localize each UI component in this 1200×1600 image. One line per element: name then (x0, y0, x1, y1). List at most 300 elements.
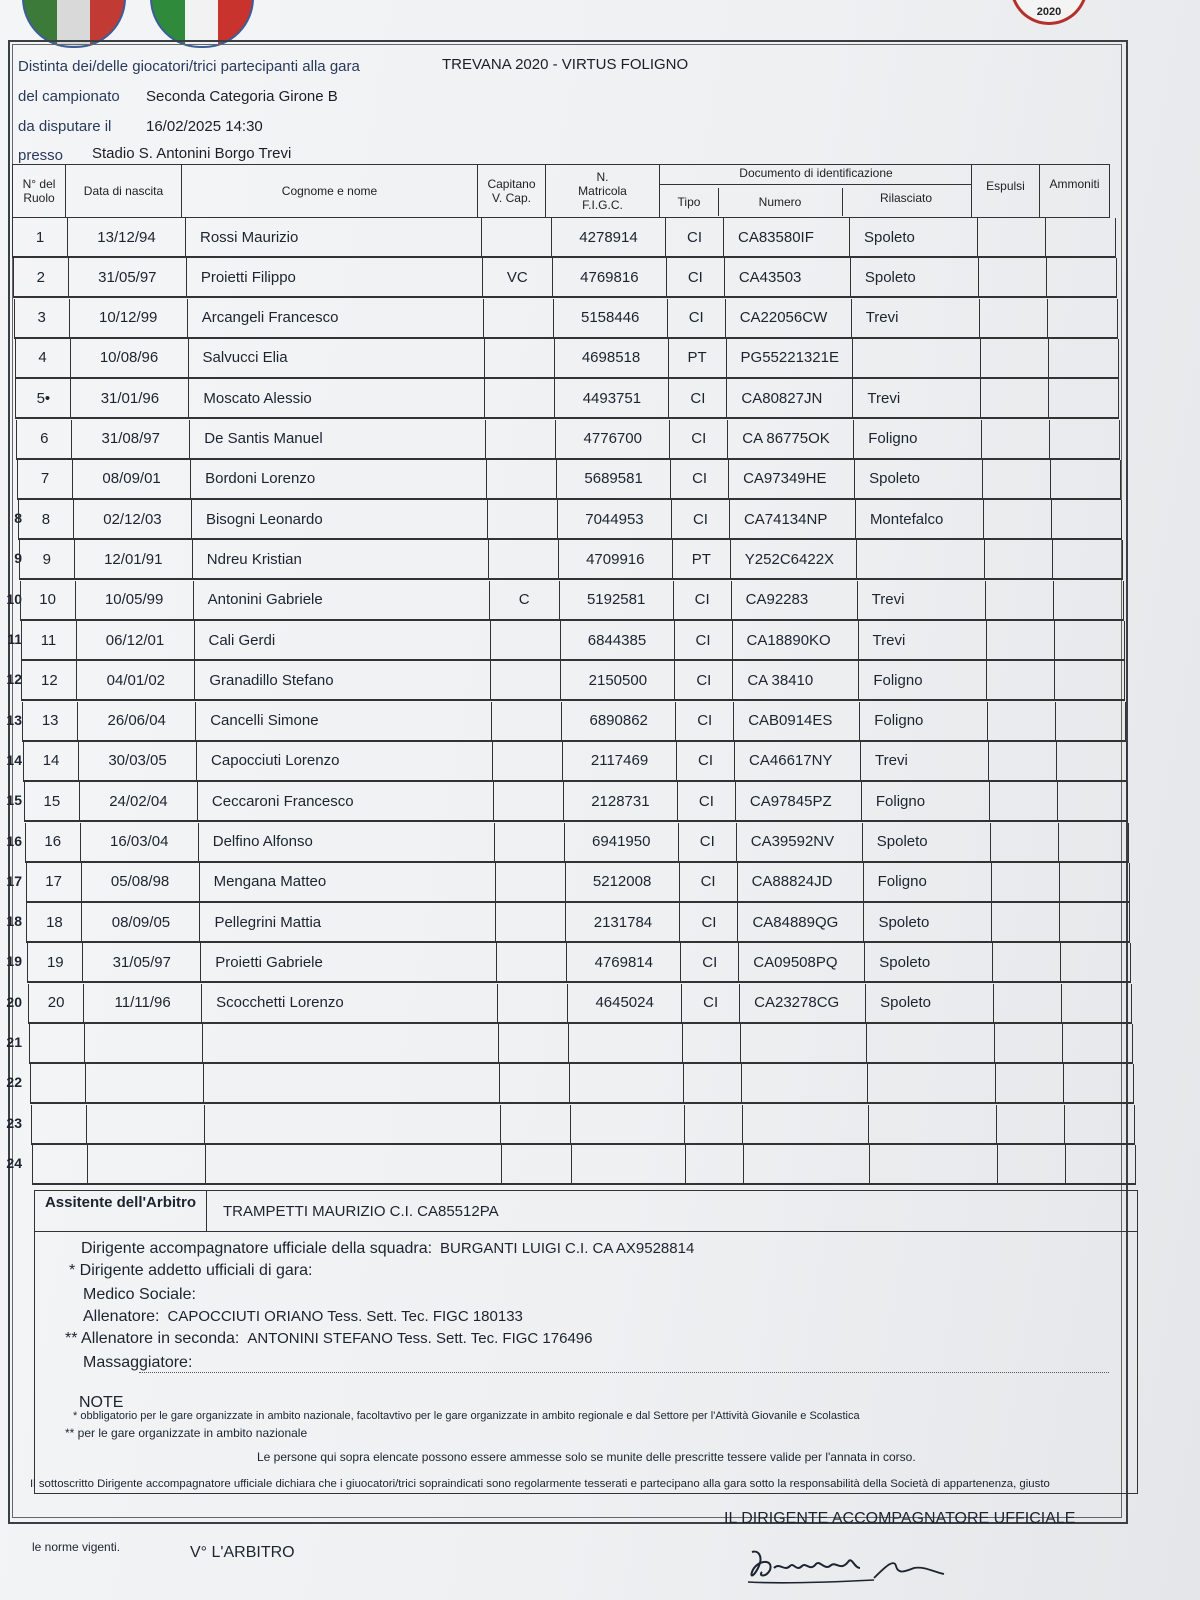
col-name: Cognome e nome (182, 164, 478, 218)
cell-doc-type: CI (679, 823, 737, 863)
cell-doc-number: CA97349HE (729, 460, 855, 500)
cell-doc-type: CI (681, 943, 739, 983)
note-1: * obbligatorio per le gare organizzate in ambito nazionale, facoltavtivo per le gare organizzate in ambito regionale e dal Settore per l'Attività Giovanile e Scolastica (73, 1410, 860, 1422)
cell-doc-issued: Trevi (853, 379, 981, 419)
cell-doc-number: CA 38410 (733, 661, 859, 701)
cell-doc-number: Y252C6422X (731, 540, 857, 580)
cell-doc-issued: Montefalco (856, 500, 984, 540)
cell-captain (491, 621, 561, 661)
cell-captain (488, 500, 558, 540)
table-row (17, 460, 1137, 500)
date-value: 16/02/2025 14:30 (146, 118, 263, 135)
cell-doc-issued: Foligno (862, 782, 990, 822)
outer-row-number: 10 (6, 590, 22, 607)
cell-captain (484, 299, 554, 339)
cell-doc-issued: Spoleto (866, 984, 994, 1024)
cell-expelled (984, 500, 1052, 540)
cell-doc-number: CA46617NY (735, 742, 861, 782)
cell-matricola (570, 1064, 684, 1104)
declaration-line-2: le norme vigenti. (32, 1540, 121, 1554)
cell-captain (498, 984, 568, 1024)
table-row (6, 1024, 1149, 1064)
cell-doc-number: CA92283 (732, 581, 858, 621)
cell-matricola (571, 1105, 685, 1145)
cell-captain (496, 863, 566, 903)
cell-doc-type (683, 1024, 741, 1064)
cell-warned (1065, 1105, 1135, 1145)
cell-doc-issued (867, 1024, 995, 1064)
cell-doc-number: CA83580IF (724, 218, 850, 258)
cell-matricola: 5192581 (560, 581, 674, 621)
cell-doc-type: PT (673, 540, 731, 580)
cell-doc-type (685, 1105, 743, 1145)
cell-expelled (991, 823, 1059, 863)
assistant-referee-value: TRAMPETTI MAURIZIO C.I. CA85512PA (223, 1203, 499, 1220)
cell-name: Salvucci Elia (189, 339, 485, 379)
cell-expelled (992, 903, 1060, 943)
cell-birth: 24/02/04 (80, 782, 198, 822)
cell-role-no: 10 (20, 581, 76, 621)
table-row (14, 299, 1134, 339)
cell-matricola: 6844385 (561, 621, 675, 661)
cell-warned (1050, 420, 1120, 460)
cell-doc-issued (870, 1145, 998, 1185)
outer-row-number: 13 (6, 711, 22, 728)
cell-birth: 31/05/97 (83, 943, 201, 983)
cell-name: Cancelli Simone (196, 702, 492, 742)
cell-name: De Santis Manuel (190, 420, 486, 460)
cell-matricola: 5689581 (557, 460, 671, 500)
cell-expelled (985, 540, 1053, 580)
cell-captain (497, 943, 567, 983)
cell-expelled (995, 1024, 1063, 1064)
cell-matricola (569, 1024, 683, 1064)
cell-role-no: 12 (21, 661, 77, 701)
outer-row-number: 9 (14, 550, 22, 567)
cell-birth: 10/12/99 (70, 299, 188, 339)
cell-captain (482, 218, 552, 258)
cell-expelled (982, 420, 1050, 460)
cell-doc-type: CI (670, 420, 728, 460)
cell-matricola: 4769816 (553, 258, 667, 298)
cell-doc-issued: Trevi (859, 621, 987, 661)
cell-name (204, 1064, 500, 1104)
note-2: ** per le gare organizzate in ambito nazionale (65, 1426, 308, 1440)
cell-name: Bordoni Lorenzo (191, 460, 487, 500)
assistant-coach-value: ANTONINI STEFANO Tess. Sett. Tec. FIGC 176496 (247, 1330, 593, 1347)
cell-name: Antonini Gabriele (194, 581, 490, 621)
table-row (14, 540, 1139, 580)
cell-doc-issued: Spoleto (851, 258, 979, 298)
cell-doc-type: CI (671, 460, 729, 500)
cell-expelled (992, 863, 1060, 903)
cell-birth (86, 1064, 204, 1104)
cell-doc-number (741, 1024, 867, 1064)
cell-doc-number (742, 1064, 868, 1104)
cell-name: Delfino Alfonso (199, 823, 495, 863)
cell-name (205, 1105, 501, 1145)
note-label: NOTE (79, 1394, 124, 1411)
cell-expelled (987, 661, 1055, 701)
table-row (12, 218, 1132, 258)
cell-doc-type: CI (678, 782, 736, 822)
officials-line: * Dirigente addetto ufficiali di gara: (69, 1262, 313, 1279)
cell-warned (1055, 661, 1125, 701)
outer-row-number: 24 (6, 1154, 22, 1171)
cell-doc-type: CI (676, 702, 734, 742)
cell-doc-number: CA18890KO (733, 621, 859, 661)
cell-captain (492, 702, 562, 742)
cell-birth: 26/06/04 (78, 702, 196, 742)
cell-expelled (981, 379, 1049, 419)
cell-doc-issued: Trevi (861, 742, 989, 782)
outer-row-number: 15 (6, 792, 22, 809)
cell-doc-number: CA74134NP (730, 500, 856, 540)
championship-label: del campionato (18, 88, 120, 105)
cell-doc-type: CI (682, 984, 740, 1024)
cell-doc-number: CA39592NV (737, 823, 863, 863)
cell-doc-number (744, 1145, 870, 1185)
table-row (6, 984, 1148, 1024)
cell-birth: 10/05/99 (76, 581, 194, 621)
cell-doc-issued: Foligno (864, 863, 992, 903)
cell-doc-number: CAB0914ES (734, 702, 860, 742)
cell-warned (1056, 702, 1126, 742)
cell-role-no: 16 (25, 823, 81, 863)
cell-expelled (993, 943, 1061, 983)
staff-block (34, 1232, 1138, 1494)
cell-matricola: 4698518 (555, 339, 669, 379)
cell-doc-type (684, 1064, 742, 1104)
cell-doc-type: CI (666, 218, 724, 258)
cell-doc-issued (869, 1105, 997, 1145)
cell-warned (1053, 540, 1123, 580)
note-dotted-line (139, 1372, 1109, 1373)
col-warned: Ammoniti (1040, 164, 1110, 218)
cell-birth: 10/08/96 (71, 339, 189, 379)
cell-warned (1057, 742, 1127, 782)
cell-expelled (978, 218, 1046, 258)
coach-value: CAPOCCIUTI ORIANO Tess. Sett. Tec. FIGC 180133 (167, 1308, 523, 1325)
cell-doc-number (743, 1105, 869, 1145)
col-doc-group-label: Documento di identificazione (660, 162, 972, 185)
cell-doc-issued (853, 339, 981, 379)
match-value: TREVANA 2020 - VIRTUS FOLIGNO (442, 56, 689, 73)
cell-role-no: 3 (14, 299, 70, 339)
outer-row-number: 12 (6, 671, 22, 688)
cell-warned (1062, 984, 1132, 1024)
cell-name: Cali Gerdi (195, 621, 491, 661)
cell-doc-issued (857, 540, 985, 580)
col-doc-issued: Rilasciato (879, 191, 933, 205)
cell-doc-number: CA88824JD (738, 863, 864, 903)
cell-expelled (980, 299, 1048, 339)
official-value: BURGANTI LUIGI C.I. CA AX9528814 (440, 1240, 695, 1257)
cell-role-no: 13 (22, 702, 78, 742)
cell-expelled (989, 742, 1057, 782)
cell-doc-number: PG55221321E (727, 339, 853, 379)
cell-role-no (30, 1064, 86, 1104)
cell-captain (502, 1145, 572, 1185)
cell-expelled (990, 782, 1058, 822)
cell-warned (1059, 823, 1129, 863)
table-row (6, 782, 1144, 822)
cell-matricola: 4776700 (556, 420, 670, 460)
cell-captain (491, 661, 561, 701)
cell-name: Rossi Maurizio (186, 218, 482, 258)
cell-captain (496, 903, 566, 943)
cell-role-no (32, 1145, 88, 1185)
outer-row-number: 17 (6, 872, 22, 889)
cell-captain (501, 1105, 571, 1145)
col-expelled: Espulsi (972, 164, 1040, 218)
outer-row-number: 11 (7, 631, 22, 647)
outer-row-number: 19 (6, 953, 22, 970)
cell-doc-issued: Foligno (859, 661, 987, 701)
cell-role-no (31, 1105, 87, 1145)
doctor-line: Medico Sociale: (83, 1286, 196, 1303)
cell-birth: 31/01/96 (71, 379, 189, 419)
cell-matricola: 7044953 (558, 500, 672, 540)
cell-doc-type: CI (672, 500, 730, 540)
cell-warned (1061, 943, 1131, 983)
table-row (15, 379, 1135, 419)
outer-row-number: 8 (14, 510, 22, 527)
cell-doc-number: CA22056CW (726, 299, 852, 339)
table-row (16, 420, 1136, 460)
cell-birth: 04/01/02 (77, 661, 195, 701)
cell-matricola: 4493751 (555, 379, 669, 419)
cell-doc-issued: Foligno (860, 702, 988, 742)
cell-doc-issued: Trevi (858, 581, 986, 621)
cell-warned (1063, 1024, 1133, 1064)
cell-name: Mengana Matteo (200, 863, 496, 903)
cell-role-no: 2 (13, 258, 69, 298)
cell-matricola: 4278914 (552, 218, 666, 258)
cell-birth (87, 1105, 205, 1145)
col-captain: Capitano V. Cap. (478, 164, 546, 218)
cell-captain (486, 420, 556, 460)
cell-doc-type (686, 1145, 744, 1185)
outer-row-number: 18 (6, 913, 22, 930)
outer-row-number: 14 (6, 751, 22, 768)
cell-captain (500, 1064, 570, 1104)
match-label: Distinta dei/delle giocatori/trici partecipanti alla gara (18, 58, 360, 75)
cell-matricola (572, 1145, 686, 1185)
official-label: Dirigente accompagnatore ufficiale della squadra: (81, 1240, 433, 1257)
cell-expelled (981, 339, 1049, 379)
cell-name: Capocciuti Lorenzo (197, 742, 493, 782)
cell-matricola: 4709916 (559, 540, 673, 580)
cell-doc-number: CA84889QG (738, 903, 864, 943)
cell-name: Granadillo Stefano (195, 661, 491, 701)
cell-captain (495, 823, 565, 863)
table-row (6, 903, 1146, 943)
cell-matricola: 5212008 (566, 863, 680, 903)
cell-name: Scocchetti Lorenzo (202, 984, 498, 1024)
cell-doc-issued: Spoleto (850, 218, 978, 258)
cell-role-no: 14 (23, 742, 79, 782)
cell-warned (1047, 258, 1117, 298)
cell-birth: 31/05/97 (69, 258, 187, 298)
outer-row-number: 20 (6, 993, 22, 1010)
assistant-coach-label: ** Allenatore in seconda: (65, 1330, 240, 1347)
table-row (6, 943, 1147, 983)
cell-doc-type: CI (669, 379, 727, 419)
cell-warned (1052, 500, 1122, 540)
cell-role-no: 18 (26, 903, 82, 943)
cell-role-no: 5• (15, 379, 71, 419)
table-row (6, 1064, 1150, 1104)
table-row (14, 500, 1138, 540)
cell-birth: 05/08/98 (82, 863, 200, 903)
cell-name: Bisogni Leonardo (192, 500, 488, 540)
cell-expelled (996, 1064, 1064, 1104)
cell-doc-issued: Foligno (854, 420, 982, 460)
referee-label: V° L'ARBITRO (190, 1544, 295, 1561)
cell-name (203, 1024, 499, 1064)
cell-matricola: 2131784 (566, 903, 680, 943)
cell-doc-number: CA 86775OK (728, 420, 854, 460)
cell-birth (85, 1024, 203, 1064)
cell-role-no: 17 (26, 863, 82, 903)
cell-matricola: 5158446 (554, 299, 668, 339)
cell-doc-issued: Spoleto (865, 943, 993, 983)
cell-doc-number: CA97845PZ (736, 782, 862, 822)
cell-name (206, 1145, 502, 1185)
cell-birth: 16/03/04 (81, 823, 199, 863)
cell-birth (88, 1145, 206, 1185)
cell-doc-number: CA09508PQ (739, 943, 865, 983)
col-birth: Data di nascita (66, 164, 182, 218)
cell-expelled (987, 621, 1055, 661)
outer-row-number: 22 (6, 1074, 22, 1091)
cell-name: Proietti Filippo (187, 258, 483, 298)
cell-expelled (997, 1105, 1065, 1145)
cell-birth: 12/01/91 (75, 540, 193, 580)
cell-birth: 11/11/96 (84, 984, 202, 1024)
table-header (12, 164, 1126, 218)
club-badge-year: 2020 (1036, 6, 1062, 18)
official-sign-label: IL DIRIGENTE ACCOMPAGNATORE UFFICIALE (724, 1510, 1076, 1527)
outer-row-number: 21 (6, 1034, 22, 1050)
table-row (6, 581, 1140, 621)
cell-matricola: 4645024 (568, 984, 682, 1024)
table-row (15, 339, 1135, 379)
cell-warned (1049, 379, 1119, 419)
cell-captain (485, 379, 555, 419)
cell-captain (493, 742, 563, 782)
cell-warned (1060, 903, 1130, 943)
cell-doc-type: CI (677, 742, 735, 782)
cell-birth: 31/08/97 (72, 420, 190, 460)
cell-name: Ndreu Kristian (193, 540, 489, 580)
cell-doc-number: CA23278CG (740, 984, 866, 1024)
date-label: da disputare il (18, 118, 112, 135)
cell-matricola: 6941950 (565, 823, 679, 863)
cell-doc-number: CA80827JN (727, 379, 853, 419)
cell-captain (489, 540, 559, 580)
assistant-coach-line (65, 1330, 592, 1348)
table-row (6, 742, 1143, 782)
cell-role-no: 20 (28, 984, 84, 1024)
venue-field (18, 145, 292, 164)
declaration-line-1: Il sottoscritto Dirigente accompagnatore ufficiale dichiara che i giuocatori/trici sopraindicati sono regolarmente tesserati e partecipano alla gara sotto la responsabilità della Società di appartenenza, giusto (30, 1478, 1050, 1490)
cell-expelled (979, 258, 1047, 298)
cell-role-no: 11 (21, 621, 77, 661)
cell-role-no: 8 (18, 500, 74, 540)
cell-name: Proietti Gabriele (201, 943, 497, 983)
cell-warned (1054, 581, 1124, 621)
persons-note: Le persone qui sopra elencate possono essere ammesse solo se munite delle prescritte tessere valide per l'annata in corso. (257, 1450, 916, 1464)
assistant-referee-row (34, 1190, 1138, 1232)
cell-role-no: 19 (27, 943, 83, 983)
outer-row-number: 16 (6, 832, 22, 849)
club-badge (1010, 0, 1088, 25)
outer-row-number: 23 (6, 1114, 22, 1131)
cell-role-no: 6 (16, 420, 72, 460)
signature (744, 1538, 954, 1588)
cell-doc-type: CI (675, 621, 733, 661)
cell-expelled (994, 984, 1062, 1024)
cell-doc-type: CI (668, 299, 726, 339)
table-row (6, 1105, 1151, 1145)
cell-birth: 06/12/01 (77, 621, 195, 661)
cell-warned (1048, 299, 1118, 339)
masseur-line: Massaggiatore: (83, 1354, 193, 1371)
cell-name: Arcangeli Francesco (188, 299, 484, 339)
venue-value: Stadio S. Antonini Borgo Trevi (92, 145, 292, 162)
cell-warned (1064, 1064, 1134, 1104)
cell-doc-issued: Spoleto (863, 823, 991, 863)
coach-label: Allenatore: (83, 1308, 160, 1325)
table-row (6, 702, 1142, 742)
cell-doc-type: CI (667, 258, 725, 298)
cell-name: Ceccaroni Francesco (198, 782, 494, 822)
cell-captain (485, 339, 555, 379)
table-row (6, 661, 1141, 701)
cell-warned (1066, 1145, 1136, 1185)
table-row (6, 1145, 1152, 1185)
cell-warned (1058, 782, 1128, 822)
venue-label: presso (18, 147, 64, 164)
cell-role-no: 4 (15, 339, 71, 379)
cell-doc-number: CA43503 (725, 258, 851, 298)
coach-line (83, 1308, 523, 1326)
cell-captain (494, 782, 564, 822)
table-row (13, 258, 1133, 298)
cell-role-no: 1 (12, 218, 68, 258)
cell-warned (1051, 460, 1121, 500)
cell-doc-issued: Spoleto (855, 460, 983, 500)
cell-role-no (29, 1024, 85, 1064)
cell-matricola: 4769814 (567, 943, 681, 983)
cell-birth: 08/09/05 (82, 903, 200, 943)
championship-value: Seconda Categoria Girone B (146, 88, 338, 105)
assistant-referee-label: Assitente dell'Arbitro (35, 1191, 207, 1231)
table-row (6, 863, 1146, 903)
cell-matricola: 6890862 (562, 702, 676, 742)
col-doc-type: Tipo (660, 188, 719, 216)
col-doc-number: Numero (718, 188, 843, 216)
cell-expelled (986, 581, 1054, 621)
cell-matricola: 2117469 (563, 742, 677, 782)
table-row (7, 621, 1141, 661)
cell-matricola: 2150500 (561, 661, 675, 701)
cell-birth: 08/09/01 (73, 460, 191, 500)
cell-captain: VC (483, 258, 553, 298)
table-row (6, 823, 1145, 863)
